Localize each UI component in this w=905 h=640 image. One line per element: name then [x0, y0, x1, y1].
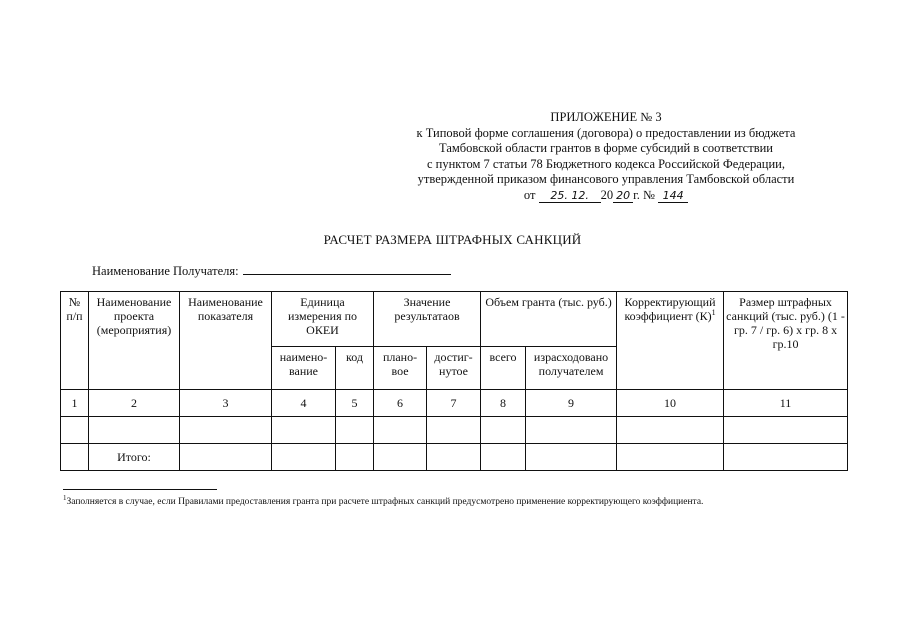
- table-cell[interactable]: [526, 417, 617, 444]
- recipient-line: [92, 262, 451, 279]
- header-coefficient-text: Корректирующий коэффициент (К): [624, 295, 716, 323]
- table-cell[interactable]: [272, 444, 336, 471]
- header-unit: Единица измерения по ОКЕИ: [272, 292, 374, 347]
- number-label: г. №: [633, 187, 655, 202]
- header-grant-spent: израсходовано получателем: [526, 347, 617, 390]
- header-grant-total: всего: [481, 347, 526, 390]
- table-cell[interactable]: [724, 417, 848, 444]
- header-project: Наименование проекта (мероприятия): [89, 292, 180, 390]
- column-number: 8: [481, 390, 526, 417]
- column-number: 2: [89, 390, 180, 417]
- page-title: РАСЧЕТ РАЗМЕРА ШТРАФНЫХ САНКЦИЙ: [323, 232, 582, 247]
- header-result-plan: плано- вое: [374, 347, 427, 390]
- table-cell[interactable]: [427, 444, 481, 471]
- total-label: Итого:: [89, 444, 180, 471]
- table-row: [61, 417, 848, 444]
- table-cell[interactable]: [526, 444, 617, 471]
- table-cell[interactable]: [427, 417, 481, 444]
- header-row-1: [61, 292, 848, 347]
- header-result-actual: достиг- нутое: [427, 347, 481, 390]
- order-number: 144: [658, 190, 688, 203]
- table-cell[interactable]: [374, 444, 427, 471]
- column-number: 10: [617, 390, 724, 417]
- table-cell[interactable]: [336, 444, 374, 471]
- footnote-marker: 1: [63, 493, 67, 502]
- header-result: Значение результатаов: [374, 292, 481, 347]
- table-cell[interactable]: [374, 417, 427, 444]
- table-cell[interactable]: [89, 417, 180, 444]
- table-cell[interactable]: [724, 444, 848, 471]
- footnote-divider: [63, 489, 217, 490]
- column-number: 3: [180, 390, 272, 417]
- table-cell[interactable]: [481, 444, 526, 471]
- column-numbers-row: [61, 390, 848, 417]
- recipient-blank: [243, 262, 451, 275]
- appendix-line-1: к Типовой форме соглашения (договора) о предоставлении из бюджета: [416, 125, 796, 140]
- header-coefficient: [617, 292, 724, 390]
- appendix-line-2: Тамбовской области грантов в форме субсидий в соответствии: [439, 141, 773, 155]
- column-number: 5: [336, 390, 374, 417]
- table-cell[interactable]: [481, 417, 526, 444]
- column-number: 1: [61, 390, 89, 417]
- table-cell[interactable]: [180, 444, 272, 471]
- appendix-heading: ПРИЛОЖЕНИЕ № 3: [550, 110, 662, 124]
- table-cell[interactable]: [617, 444, 724, 471]
- header-num: № п/п: [61, 292, 89, 390]
- appendix-line-4: утвержденной приказом финансового управления Тамбовской области: [417, 172, 795, 186]
- table-cell[interactable]: [61, 417, 89, 444]
- header-unit-name: наимено- вание: [272, 347, 336, 390]
- footnote-text: Заполняется в случае, если Правилами предоставления гранта при расчете штрафных санкций предусмотрено применение корректирующего коэффициента.: [66, 497, 704, 507]
- header-grant: Объем гранта (тыс. руб.): [481, 292, 617, 347]
- table-cell[interactable]: [617, 417, 724, 444]
- appendix-date-line: [371, 188, 841, 204]
- date-prefix: от: [523, 187, 536, 202]
- table-cell[interactable]: [336, 417, 374, 444]
- appendix-header: [371, 110, 841, 203]
- date-day-month: 25. 12.: [539, 190, 601, 203]
- column-number: 6: [374, 390, 427, 417]
- table-cell[interactable]: [180, 417, 272, 444]
- column-number: 11: [724, 390, 848, 417]
- table-cell: [61, 444, 89, 471]
- column-number: 7: [427, 390, 481, 417]
- header-unit-code: код: [336, 347, 374, 390]
- year-suffix: 20: [613, 190, 633, 203]
- column-number: 4: [272, 390, 336, 417]
- recipient-label: Наименование Получателя:: [92, 264, 239, 278]
- footnote: [63, 493, 704, 507]
- header-sanction: Размер штрафных санкций (тыс. руб.) (1 - гр. 7 / гр. 6) х гр. 8 х гр.10: [724, 292, 848, 390]
- total-row: [61, 444, 848, 471]
- appendix-line-3: с пунктом 7 статьи 78 Бюджетного кодекса Российской Федерации,: [426, 156, 786, 171]
- column-number: 9: [526, 390, 617, 417]
- header-indicator: Наименование показателя: [180, 292, 272, 390]
- year-prefix: 20: [600, 187, 614, 202]
- table-cell[interactable]: [272, 417, 336, 444]
- sanctions-table: [60, 291, 848, 471]
- coefficient-footnote-marker: 1: [711, 308, 716, 317]
